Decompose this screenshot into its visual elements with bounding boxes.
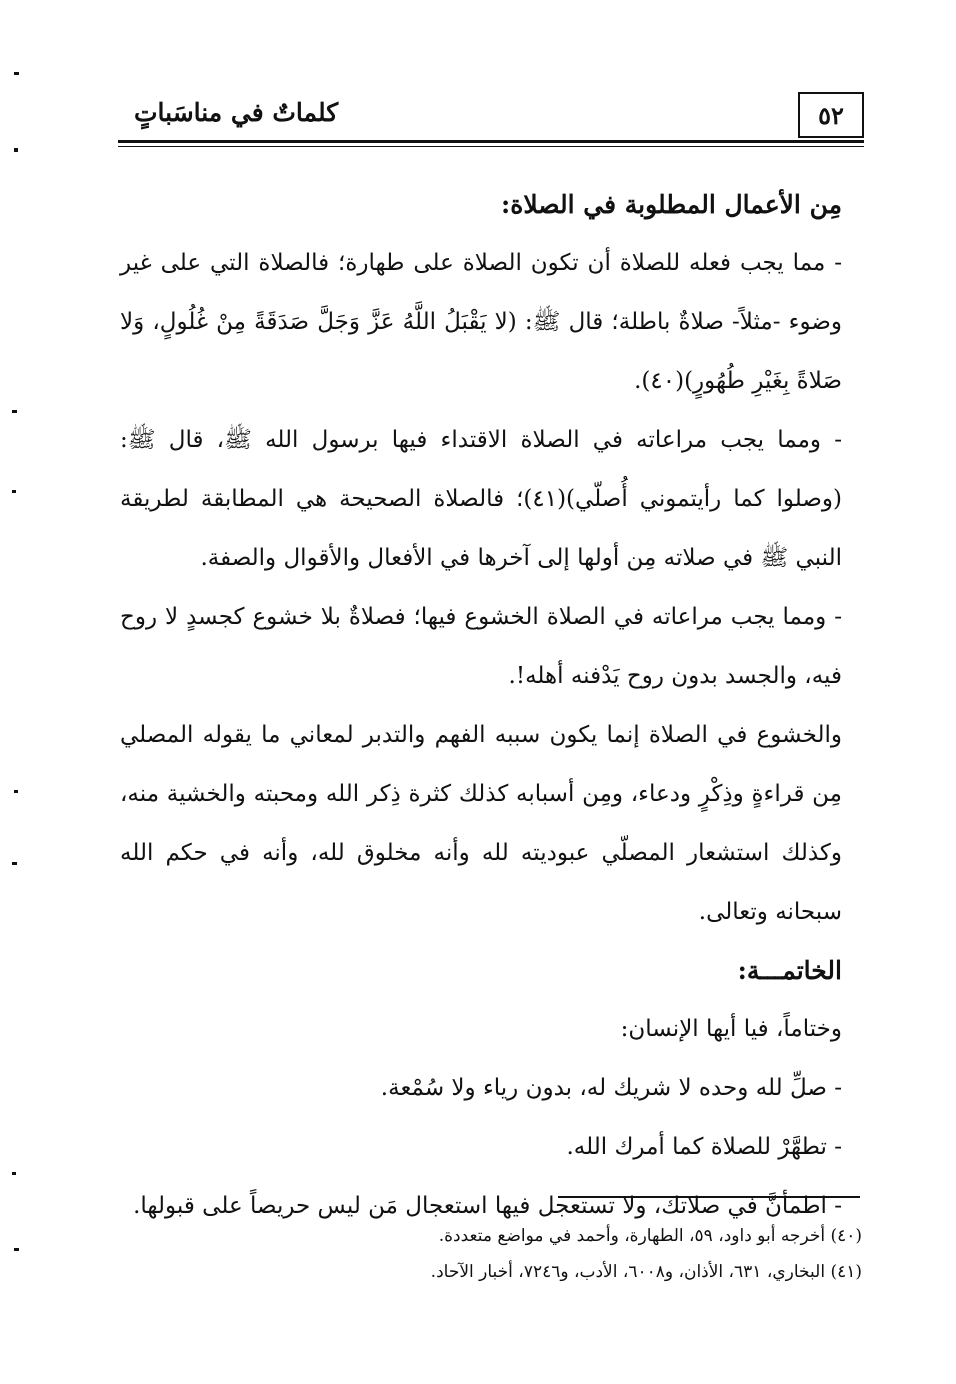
page-number: ٥٢ <box>798 92 864 138</box>
header-rule-thin <box>118 146 864 147</box>
list-item-pray-sincerely: - صلِّ لله وحده لا شريك له، بدون رياء ولا سُمْعة. <box>380 1075 842 1101</box>
scan-speck <box>12 490 16 493</box>
paragraph-closing-intro: وختاماً، فيا أيها الإنسان: <box>620 1016 842 1042</box>
paragraph-following-prophet: - ومما يجب مراعاته في الصلاة الاقتداء فيها برسول الله ﷺ، قال ﷺ: (وصلوا كما رأيتموني أُصلّي)(٤١)؛ فالصلاة الصحيحة هي المطابقة لطريقة النبي ﷺ في صلاته مِن أولها إلى آخرها في الأفعال والأقوال والصفة. <box>120 427 842 571</box>
footnote-41: (٤١) البخاري، ٦٣١، الأذان، و٦٠٠٨، الأدب، و٧٢٤٦، أخبار الآحاد. <box>430 1262 862 1282</box>
scan-speck <box>14 790 18 793</box>
scan-speck <box>12 862 17 865</box>
section-heading-prayer-acts: مِن الأعمال المطلوبة في الصلاة: <box>501 190 842 219</box>
scan-speck <box>14 1248 19 1251</box>
list-item-be-calm: - اطمأنَّ في صلاتك، ولا تستعجل فيها استعجال مَن ليس حريصاً على قبولها. <box>133 1193 842 1219</box>
footnotes <box>140 1218 862 1290</box>
book-title: كلماتٌ في مناسَباتٍ <box>134 98 339 127</box>
page-header <box>118 92 864 148</box>
paragraph-humility-causes: والخشوع في الصلاة إنما يكون سببه الفهم والتدبر لمعاني ما يقوله المصلي مِن قراءةٍ وذِكْرٍ ودعاء، ومِن أسبابه كذلك كثرة ذِكر الله ومحبته والخشية منه، وكذلك استشعار المصلّي عبوديته لله وأنه مخلوق لله، وأنه في حكم الله سبحانه وتعالى. <box>120 722 842 925</box>
scan-speck <box>12 1172 16 1175</box>
page-body <box>120 176 842 1236</box>
list-item-purify: - تطهَّرْ للصلاة كما أمرك الله. <box>566 1134 842 1160</box>
section-heading-conclusion: الخاتمـــة: <box>737 956 842 985</box>
scan-speck <box>12 410 17 413</box>
header-rule <box>118 140 864 143</box>
scan-speck <box>14 148 18 152</box>
paragraph-purity: - مما يجب فعله للصلاة أن تكون الصلاة على طهارة؛ فالصلاة التي على غير وضوء -مثلاً- صلاةٌ باطلة؛ قال ﷺ: (لا يَقْبَلُ اللَّهُ عَزَّ وَجَلَّ صَدَقَةً مِنْ غُلُولٍ، وَلا صَلاةً بِغَيْرِ طُهُورٍ)(٤٠). <box>120 250 842 394</box>
footnote-separator <box>558 1196 860 1198</box>
footnote-40: (٤٠) أخرجه أبو داود، ٥٩، الطهارة، وأحمد في مواضع متعددة. <box>438 1226 862 1246</box>
paragraph-humility: - ومما يجب مراعاته في الصلاة الخشوع فيها؛ فصلاةٌ بلا خشوع كجسدٍ لا روح فيه، والجسد بدون روح يَدْفنه أهله!. <box>120 604 842 689</box>
scan-speck <box>14 72 19 75</box>
